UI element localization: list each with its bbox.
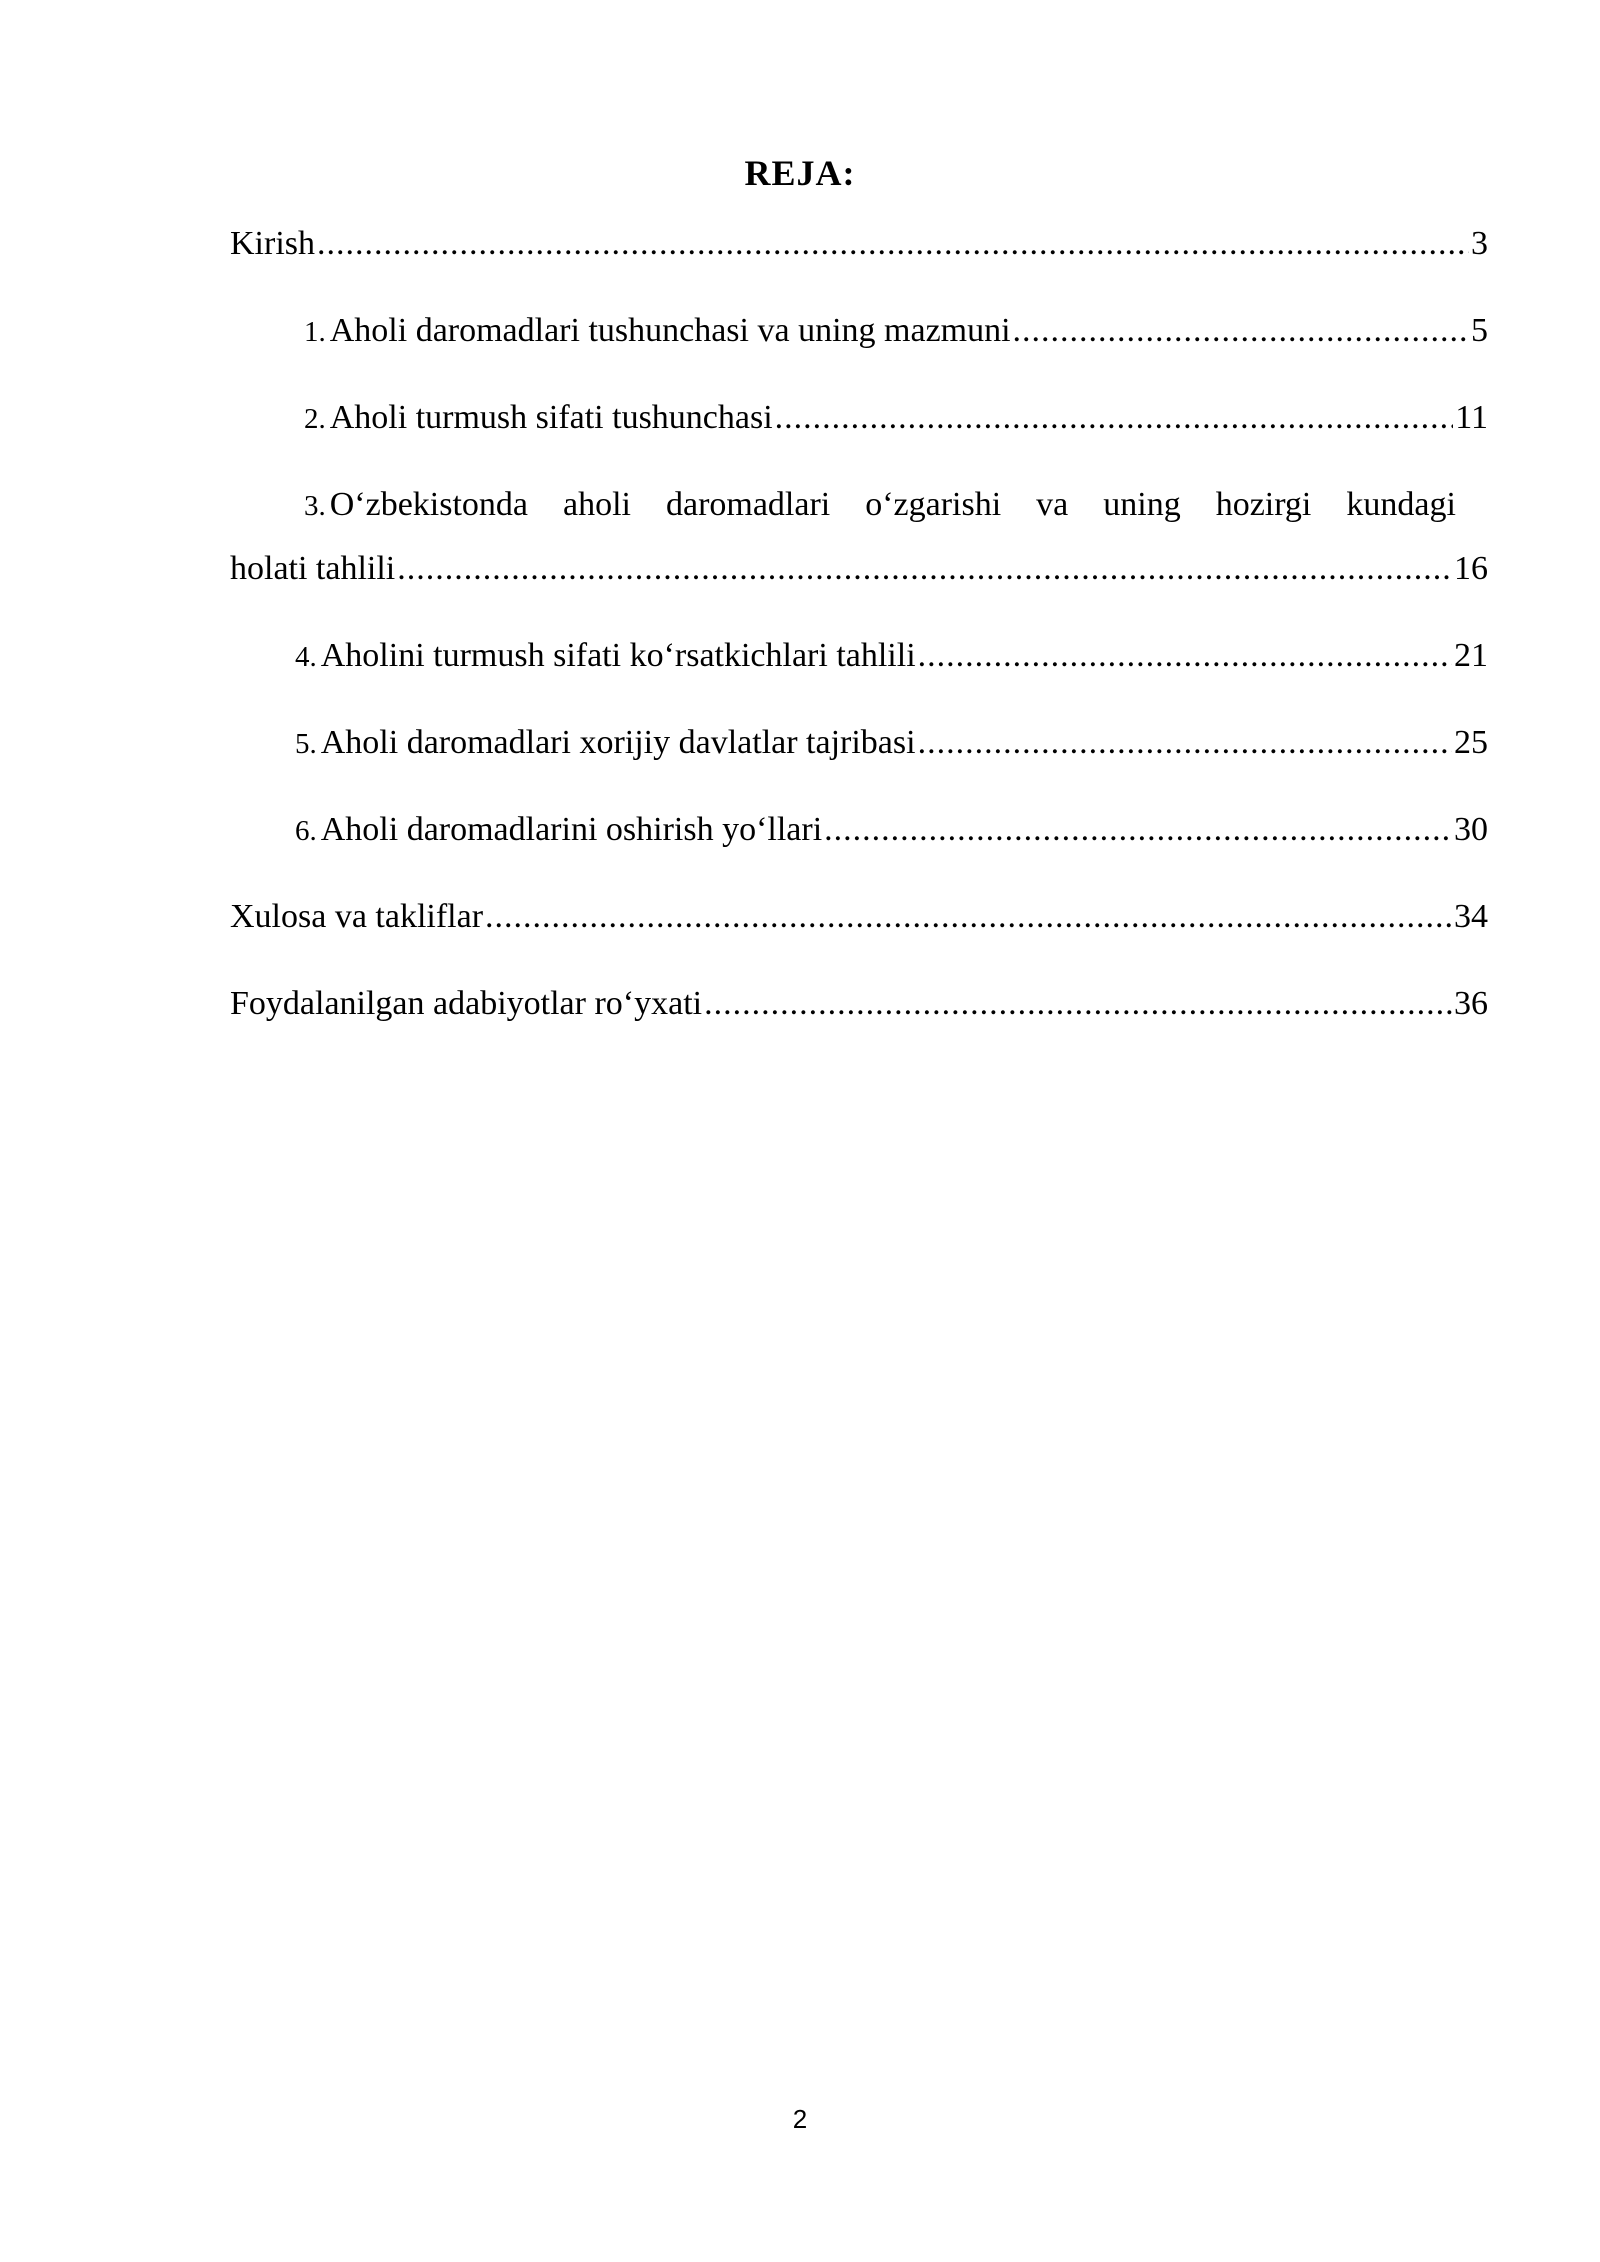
toc-entry-references <box>230 980 1488 1028</box>
toc-number: 3. <box>304 490 326 522</box>
toc-page-number: 16 <box>1454 550 1488 587</box>
toc-page-number: 36 <box>1454 985 1488 1022</box>
toc-entry-2 <box>304 394 1488 443</box>
toc-entry-intro <box>230 220 1488 268</box>
toc-label-word: hozirgi <box>1215 486 1312 523</box>
page-title: REJA: <box>744 153 856 193</box>
toc-page-number: 21 <box>1454 637 1488 674</box>
toc-number: 4. <box>295 641 317 673</box>
toc-entry-4 <box>295 632 1488 681</box>
toc-entry-3-line2 <box>230 545 1488 593</box>
toc-leader <box>704 980 1452 1028</box>
toc-label-word: kundagi <box>1346 486 1456 523</box>
toc-leader <box>397 545 1452 593</box>
toc-entry-1 <box>304 307 1488 356</box>
toc-label-word: o‘zgarishi <box>865 486 1002 523</box>
toc-page-number: 11 <box>1455 399 1488 436</box>
toc-page-number: 25 <box>1454 724 1488 761</box>
toc-label: Aholi turmush sifati tushunchasi <box>329 399 773 436</box>
toc-label: holati tahlili <box>230 550 396 587</box>
toc-label: Aholi daromadlarini oshirish yo‘llari <box>320 811 823 848</box>
toc-label-word: daromadlari <box>665 486 831 523</box>
toc-label: Aholini turmush sifati ko‘rsatkichlari tahlili <box>320 637 916 674</box>
toc-number: 5. <box>295 728 317 760</box>
toc-leader <box>824 806 1452 854</box>
toc-page-number: 3 <box>1471 225 1488 262</box>
toc-entry-conclusion <box>230 893 1488 941</box>
toc-label-word: va <box>1036 486 1069 523</box>
toc-label: Aholi daromadlari tushunchasi va uning mazmuni <box>329 312 1011 349</box>
toc-label-word: aholi <box>563 486 631 523</box>
page-number-footer: 2 <box>792 2104 808 2134</box>
toc-leader <box>1013 307 1469 355</box>
toc-leader <box>918 719 1452 767</box>
toc-label-word: uning <box>1103 486 1181 523</box>
toc-page-number: 34 <box>1454 898 1488 935</box>
toc-entry-5 <box>295 719 1488 768</box>
toc-number: 1. <box>304 316 326 348</box>
toc-leader <box>485 893 1452 941</box>
toc-number: 6. <box>295 815 317 847</box>
toc-label: Aholi daromadlari xorijiy davlatlar tajribasi <box>320 724 916 761</box>
toc-label-word: O‘zbekistonda <box>329 486 529 523</box>
toc-label: Kirish <box>230 225 315 262</box>
toc-number: 2. <box>304 403 326 435</box>
toc-page-number: 5 <box>1471 312 1488 349</box>
toc-leader <box>317 220 1469 268</box>
toc-page-number: 30 <box>1454 811 1488 848</box>
toc-leader <box>775 394 1454 442</box>
toc-label: Foydalanilgan adabiyotlar ro‘yxati <box>230 985 703 1022</box>
toc-entry-6 <box>295 806 1488 855</box>
toc-leader <box>918 632 1452 680</box>
toc-entry-3-line1 <box>304 481 1456 530</box>
toc-label: Xulosa va takliflar <box>230 898 484 935</box>
